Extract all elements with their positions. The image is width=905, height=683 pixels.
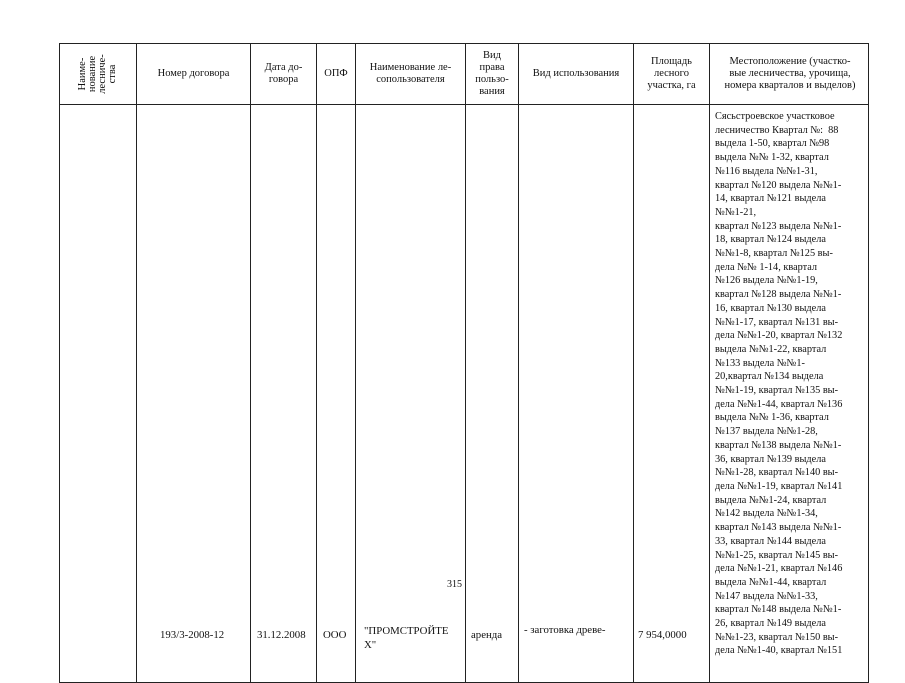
header-contract-date: Дата до- говора — [264, 62, 303, 85]
header-contract-number: Номер договора — [157, 68, 230, 79]
usage-type-cell: - заготовка древе- — [524, 624, 606, 636]
header-usage-type: Вид использования — [532, 68, 620, 79]
header-user-name: Наименование ле- сопользователя — [369, 62, 452, 85]
contract-date-cell: 31.12.2008 — [257, 629, 306, 641]
header-location: Местоположение (участко- вые лесничества, урочища, номера кварталов и выделов) — [724, 56, 856, 91]
header-forestry-name: Наиме- нование лесниче- ства — [77, 54, 118, 94]
contract-number-cell: 193/3-2008-12 — [160, 629, 225, 641]
area-cell: 7 954,0000 — [638, 629, 687, 641]
opf-cell: ООО — [323, 629, 347, 641]
right-type-cell: аренда — [471, 629, 503, 641]
forest-lease-table — [59, 43, 869, 683]
header-right-type: Вид права пользо- вания — [475, 50, 509, 97]
location-cell: Сясьстроевское участковое лесничество Квартал №: 88 выдела 1-50, квартал №98 выдела №№ 1-32, квартал №116 выдела №№1-31, квартал №120 выдела №№1- 14, квартал №121 выдела №№1-21, квартал №123 выдела №№1- 18, квартал №124 выдела №№1-8, квартал №125 вы- дела №№ 1-14, квартал №126 выдела №№1-19, квартал №128 выдела №№1- 16, квартал №130 выдела №№1-17, квартал №131 вы- дела №№1-20, квартал №132 выдела №№1-22, квартал №133 выдела №№1- 20,квартал №134 выдела №№1-19, квартал №135 вы- дела №№1-44, квартал №136 выдела №№ 1-36, квартал №137 выдела №№1-28, квартал №138 выдела №№1- 36, квартал №139 выдела №№1-28, квартал №140 вы- дела №№1-19, квартал №141 выдела №№1-24, квартал №142 выдела №№1-34, квартал №143 выдела №№1- 33, квартал №144 выдела №№1-25, квартал №145 вы- дела №№1-21, квартал №146 выдела №№1-44, квартал №147 выдела №№1-33, квартал №148 выдела №№1- 26, квартал №149 выдела №№1-23, квартал №150 вы- дела №№1-40, квартал №151 — [715, 111, 843, 657]
header-area: Площадь лесного участка, га — [647, 56, 696, 91]
header-opf: ОПФ — [324, 68, 348, 79]
page-number: 315 — [447, 579, 462, 590]
user-name-cell: "ПРОМСТРОЙТЕ Х" — [364, 625, 449, 651]
